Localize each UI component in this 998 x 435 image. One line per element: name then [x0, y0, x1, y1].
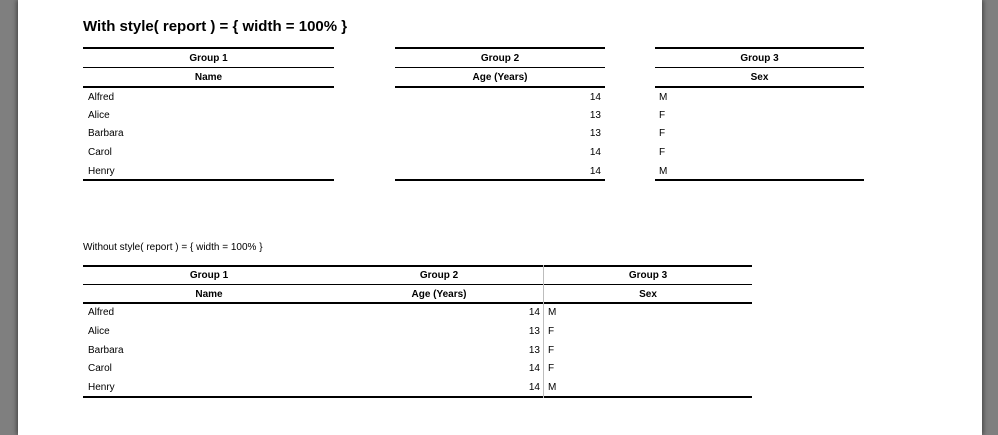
report1-g3-top-rule — [655, 47, 864, 49]
report2-mid-rule — [83, 284, 752, 285]
report2-group2-header: Group 2 — [419, 270, 459, 281]
table-cell-sex: F — [659, 128, 666, 139]
table-cell-sex: F — [659, 147, 666, 158]
report1-g1-bottom-rule — [83, 179, 334, 181]
table-cell-age: 13 — [528, 345, 540, 356]
table-cell-age: 14 — [589, 166, 601, 177]
table-cell-name: Barbara — [88, 345, 124, 356]
report1-g1-header-rule — [83, 86, 334, 88]
table-cell-age: 14 — [589, 147, 601, 158]
report1-g2-header-rule — [395, 86, 605, 88]
table-cell-name: Carol — [88, 363, 112, 374]
table-cell-name: Henry — [88, 166, 115, 177]
report1-g1-mid-rule — [83, 67, 334, 68]
report1-g1-top-rule — [83, 47, 334, 49]
report1-group1-header: Group 1 — [189, 53, 228, 64]
table-cell-name: Alfred — [88, 307, 115, 318]
report1-g2-top-rule — [395, 47, 605, 49]
report1-col-sex-header: Sex — [750, 72, 769, 83]
report1-group2-header: Group 2 — [480, 53, 520, 64]
table-cell-sex: F — [548, 326, 555, 337]
table-cell-age: 14 — [528, 382, 540, 393]
table-cell-sex: F — [548, 345, 555, 356]
report1-g3-header-rule — [655, 86, 864, 88]
report2-col-name-header: Name — [195, 289, 223, 300]
report2-title: Without style( report ) = { width = 100% } — [83, 242, 263, 253]
table-cell-sex: M — [659, 92, 668, 103]
report1-title: With style( report ) = { width = 100% } — [83, 18, 348, 35]
report2-col-sex-header: Sex — [639, 289, 657, 300]
table-cell-age: 13 — [528, 326, 540, 337]
table-cell-age: 13 — [589, 128, 601, 139]
report-page — [18, 0, 982, 435]
table-cell-age: 14 — [528, 363, 540, 374]
table-cell-age: 13 — [589, 110, 601, 121]
report1-group3-header: Group 3 — [740, 53, 779, 64]
table-cell-name: Alice — [88, 110, 110, 121]
report2-top-rule — [83, 265, 752, 267]
table-cell-sex: M — [548, 382, 557, 393]
table-cell-name: Carol — [88, 147, 112, 158]
table-cell-age: 14 — [528, 307, 540, 318]
report2-group1-header: Group 1 — [189, 270, 229, 281]
report1-g2-mid-rule — [395, 67, 605, 68]
table-cell-sex: M — [548, 307, 557, 318]
table-cell-sex: F — [548, 363, 555, 374]
table-cell-sex: F — [659, 110, 666, 121]
report1-col-age-header: Age (Years) — [472, 72, 528, 83]
report1-col-name-header: Name — [194, 72, 223, 83]
table-cell-name: Alfred — [88, 92, 115, 103]
report2-group3-header: Group 3 — [628, 270, 668, 281]
table-cell-sex: M — [659, 166, 668, 177]
table-cell-name: Barbara — [88, 128, 124, 139]
report2-bottom-rule — [83, 396, 752, 398]
table-cell-name: Henry — [88, 382, 115, 393]
table-cell-name: Alice — [88, 326, 110, 337]
report2-col-age-header: Age (Years) — [411, 289, 467, 300]
table-cell-age: 14 — [589, 92, 601, 103]
report2-header-rule — [83, 302, 752, 304]
report1-g3-mid-rule — [655, 67, 864, 68]
report1-g3-bottom-rule — [655, 179, 864, 181]
report1-g2-bottom-rule — [395, 179, 605, 181]
report2-column-divider — [543, 265, 544, 398]
